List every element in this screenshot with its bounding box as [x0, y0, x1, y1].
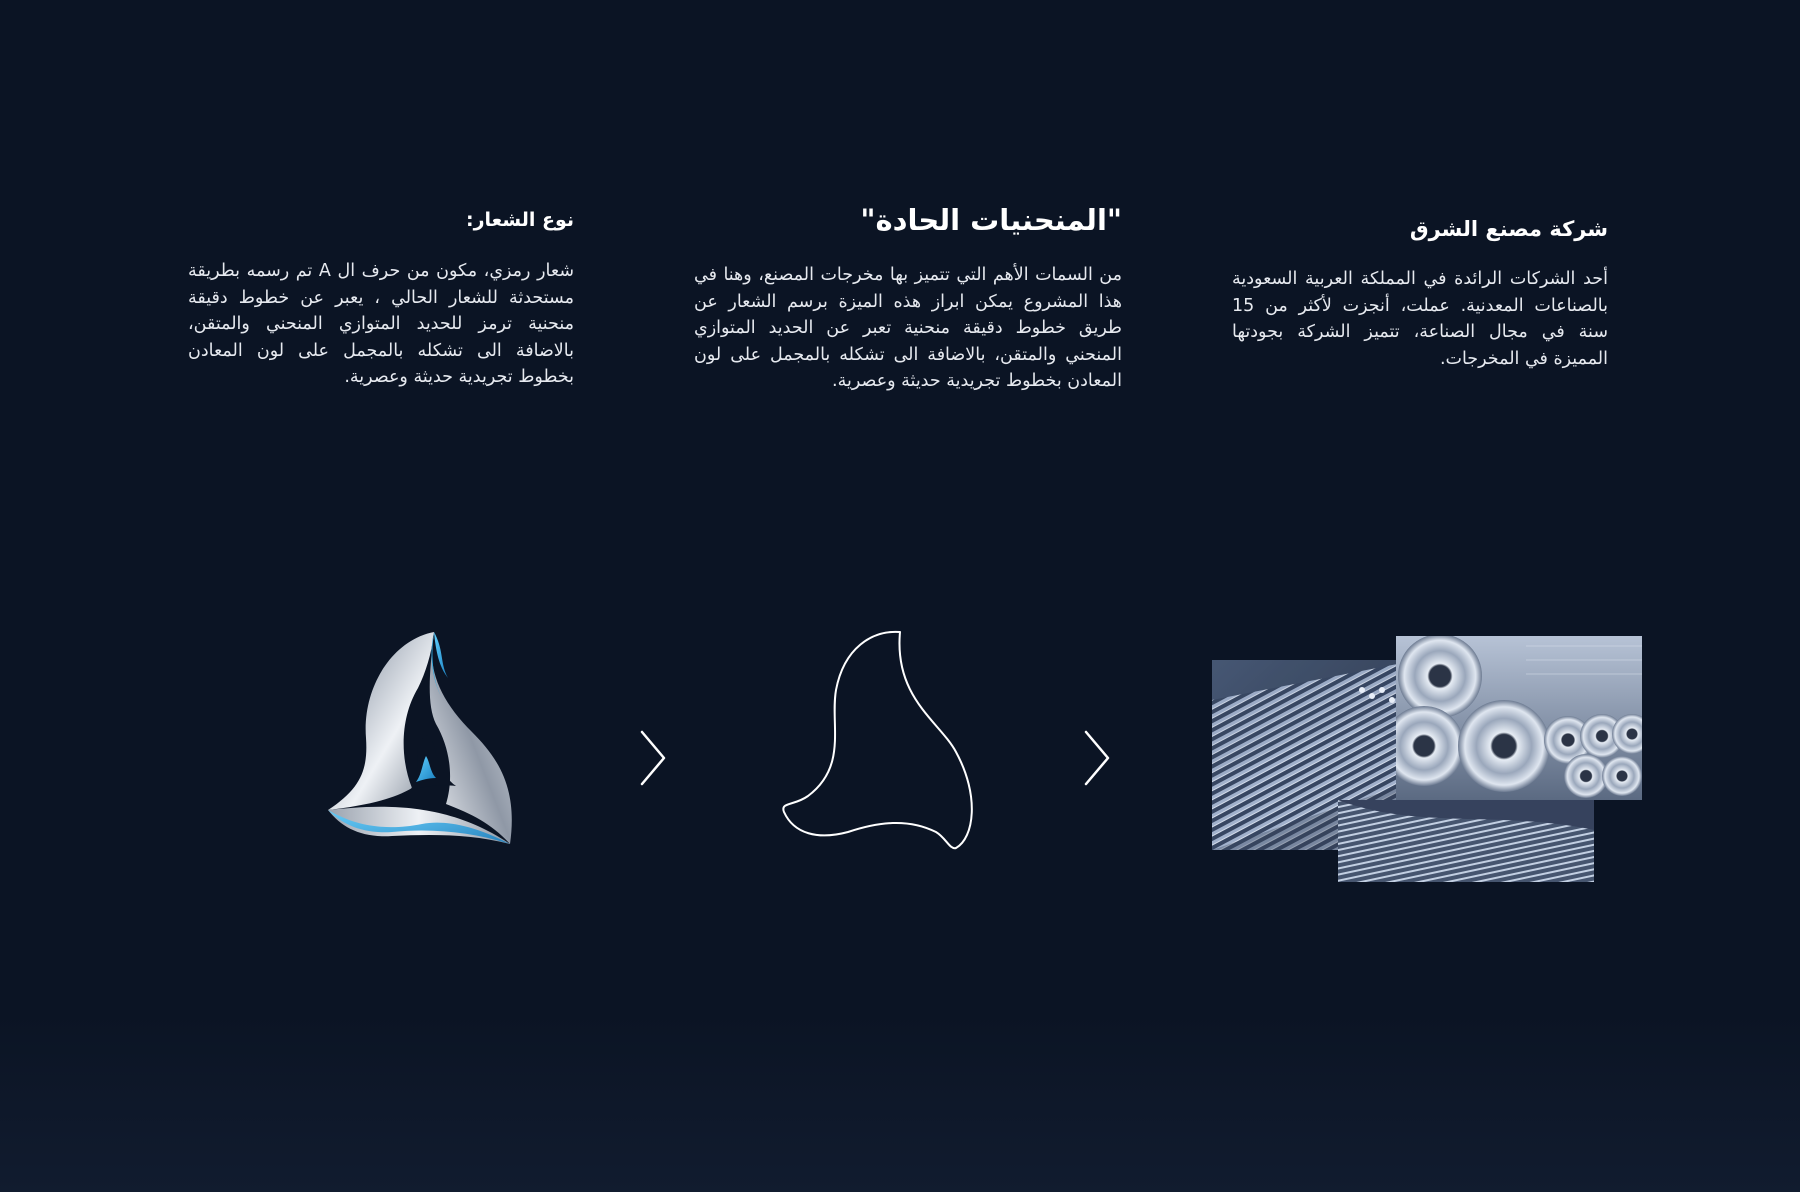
concept-title: "المنحنيات الحادة" — [860, 203, 1122, 237]
logo-type-title: نوع الشعار: — [465, 209, 574, 231]
background-glow — [0, 1012, 1800, 1192]
logo-outline-icon — [778, 628, 978, 850]
logo-type-description: شعار رمزي، مكون من حرف ال A تم رسمه بطريقة مستحدثة للشعار الحالي ، يعبر عن خطوط دقيقة منحنية ترمز للحديد المتوازي المنحني والمتقن، بالاضافة الى تشكله بالمجمل على لون المعادن بخطوط تجريدية حديثة وعصرية. — [188, 261, 574, 387]
company-intro-section — [1232, 214, 1608, 372]
concept-section — [694, 200, 1122, 395]
metallic-logo-icon — [322, 628, 522, 850]
chevron-right-icon — [1082, 730, 1112, 786]
concept-description: من السمات الأهم التي تتميز بها مخرجات المصنع، وهنا في هذا المشروع يمكن ابراز هذه الميزة برسم الشعار عن طريق خطوط دقيقة منحنية تعبر عن الحديد المتوازي المنحني والمتقن، بالاضافة الى تشكله بالمجمل على لون المعادن بخطوط تجريدية حديثة وعصرية. — [694, 265, 1122, 391]
steel-products-photo-collage — [1212, 636, 1642, 882]
chevron-right-icon — [638, 730, 668, 786]
wire-rod-photo — [1338, 800, 1594, 882]
company-title: شركة مصنع الشرق — [1409, 217, 1608, 241]
steel-coils-photo — [1396, 636, 1642, 800]
company-description: أحد الشركات الرائدة في المملكة العربية السعودية بالصناعات المعدنية. عملت، أنجزت لأكثر من 15 سنة في مجال الصناعة، تتميز الشركة بجودتها المميزة في المخرجات. — [1232, 269, 1608, 369]
logo-type-section — [188, 206, 574, 391]
